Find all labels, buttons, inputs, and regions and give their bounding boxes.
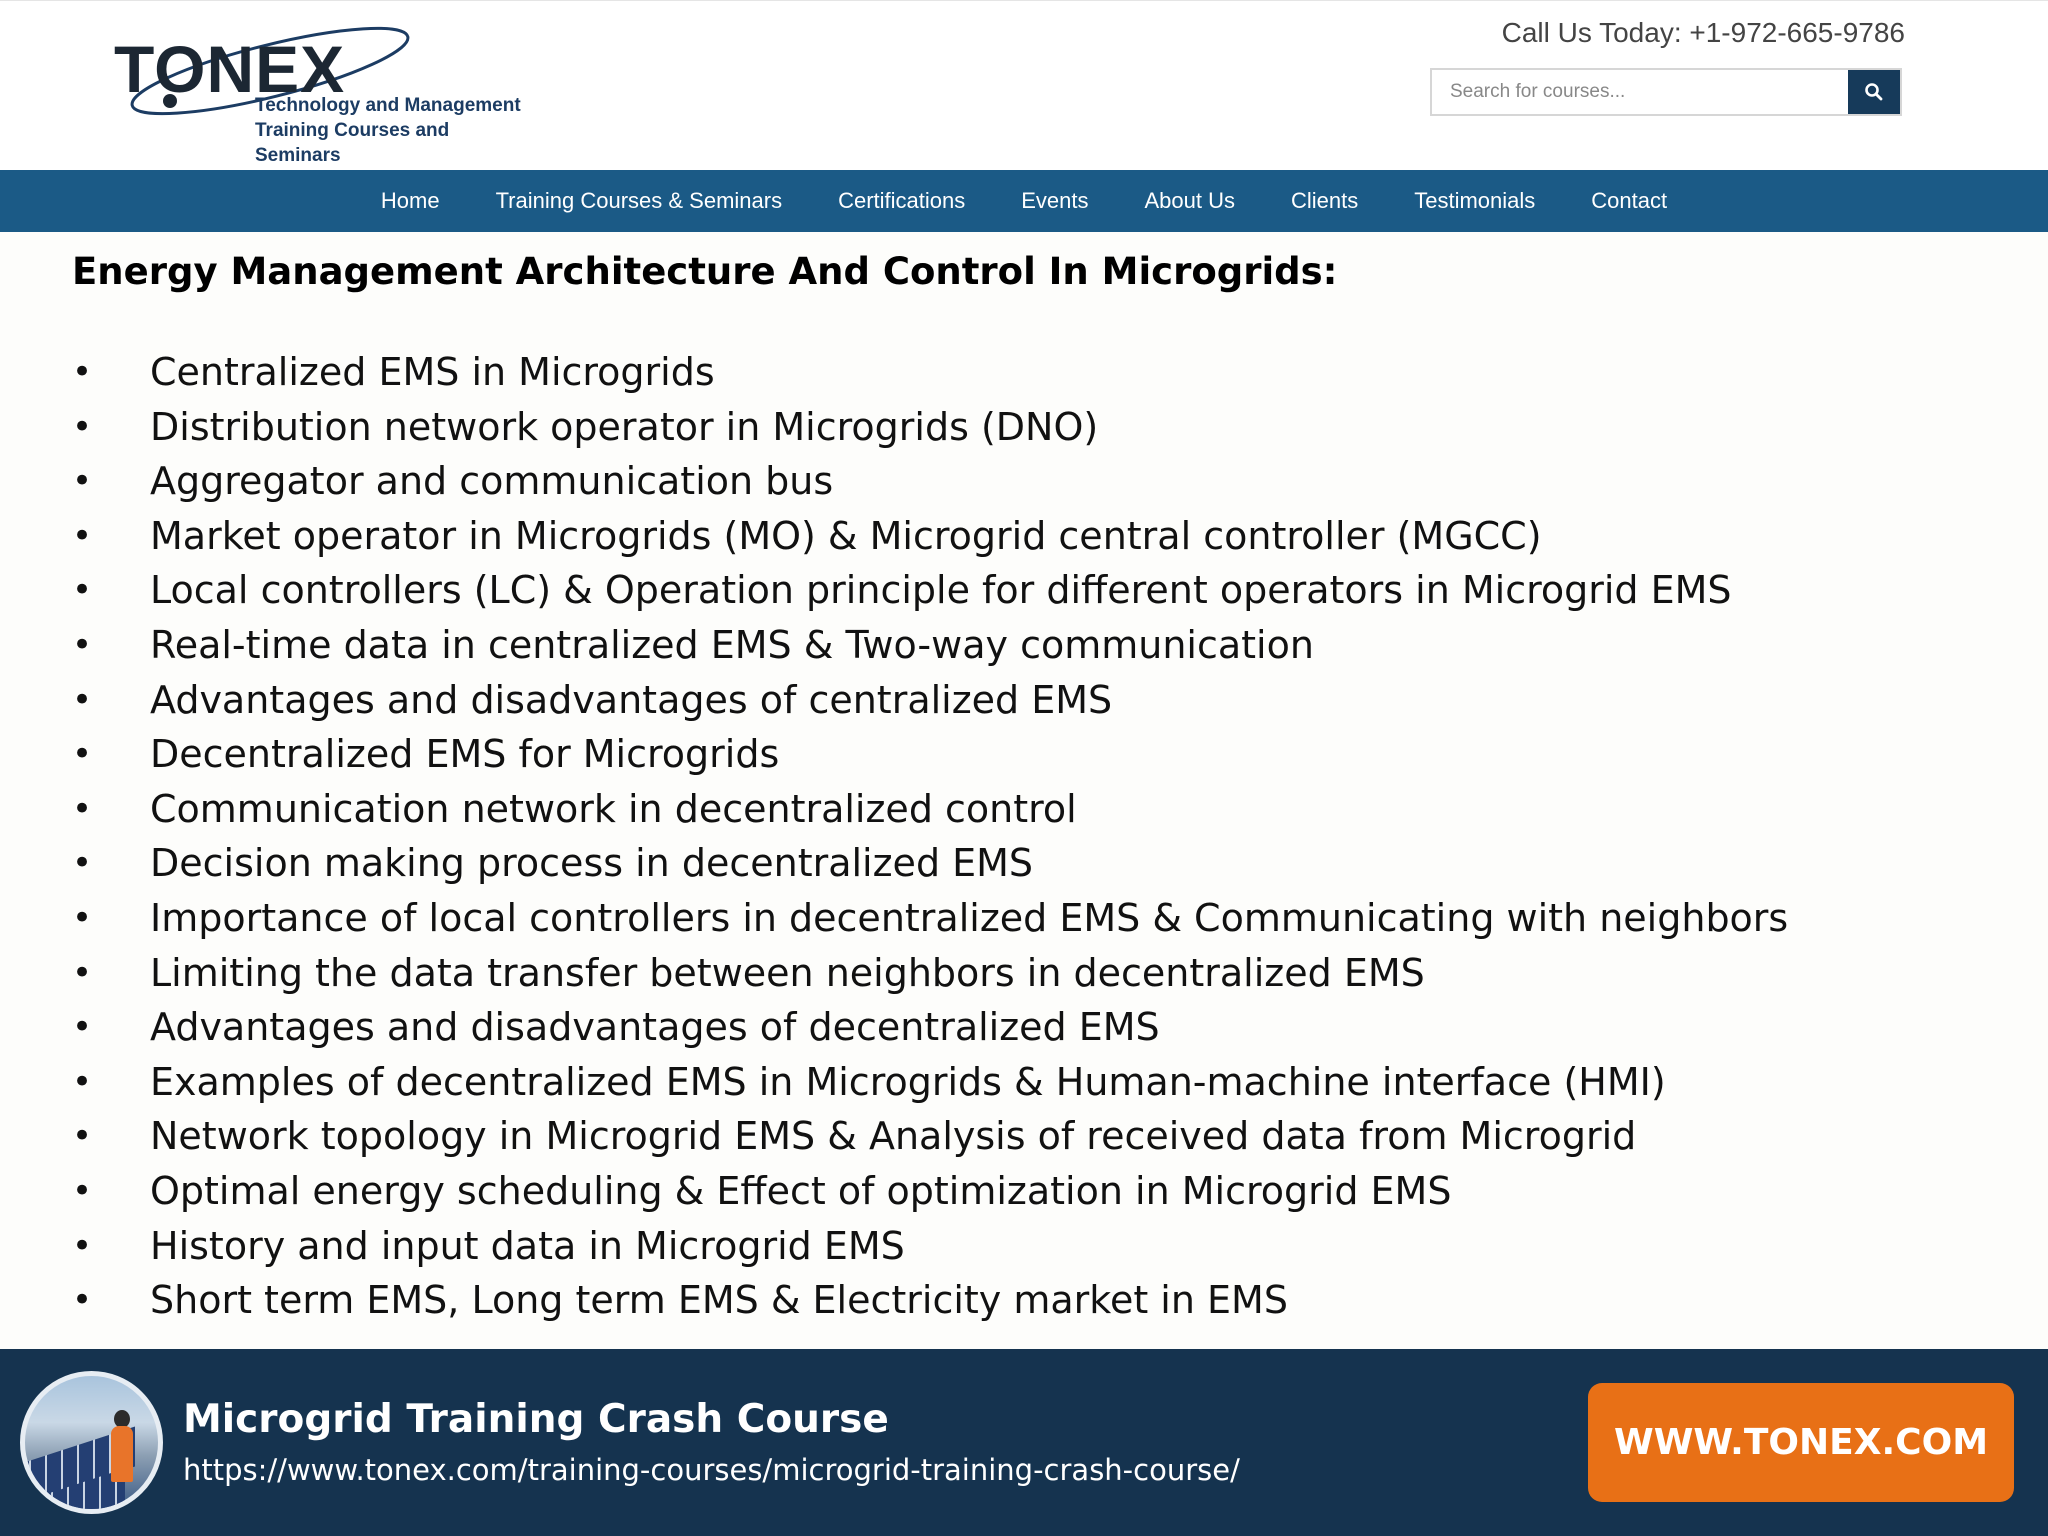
list-item [72,836,1972,891]
bullet-icon: • [72,952,93,993]
logo-tagline-line-1: Technology and Management [255,95,521,116]
list-item-text: Real-time data in centralized EMS & Two-way communication [150,622,1314,667]
search-button[interactable] [1848,70,1900,114]
course-footer-banner [0,1349,2048,1536]
list-item-text: Optimal energy scheduling & Effect of optimization in Microgrid EMS [150,1168,1452,1213]
logo-tagline-line-2: Training Courses and Seminars [255,120,450,166]
list-item [72,1000,1972,1055]
bullet-icon: • [72,352,93,392]
list-item-text: Limiting the data transfer between neighbors in decentralized EMS [150,950,1425,995]
list-item [72,1055,1972,1110]
list-item [72,400,1972,455]
search-box [1430,68,1902,116]
bullet-icon: • [72,843,93,884]
list-item-text: Importance of local controllers in decentralized EMS & Communicating with neighbors [150,895,1789,940]
list-item-text: Distribution network operator in Microgrids (DNO) [150,404,1099,449]
bullet-icon: • [72,1170,93,1211]
nav-item-clients[interactable]: Clients [1291,188,1359,213]
list-item-text: Aggregator and communication bus [150,459,834,504]
list-item [72,891,1972,946]
list-item [72,509,1972,564]
list-item [72,345,1972,400]
logo-tagline [255,93,530,168]
bullet-icon: • [72,515,93,556]
list-item-text: Market operator in Microgrids (MO) & Microgrid central controller (MGCC) [150,513,1542,558]
nav-item-contact[interactable]: Contact [1591,188,1668,213]
list-item-text: Communication network in decentralized control [150,786,1077,831]
site-header [0,0,2048,170]
nav-item-about-us[interactable]: About Us [1144,188,1235,213]
website-button[interactable]: WWW.TONEX.COM [1588,1383,2014,1502]
list-item [72,782,1972,837]
list-item [72,454,1972,509]
bullet-icon: • [72,897,93,938]
main-content [72,250,1972,1328]
list-item [72,1219,1972,1274]
list-item [72,563,1972,618]
nav-item-testimonials[interactable]: Testimonials [1414,188,1536,213]
bullet-icon: • [72,1007,93,1048]
course-thumbnail [20,1371,163,1514]
course-url-link[interactable]: https://www.tonex.com/training-courses/microgrid-training-crash-course/ [183,1453,1240,1487]
bullet-icon: • [72,1116,93,1157]
logo-wordmark: TONEX [114,32,346,106]
bullet-icon: • [72,461,93,502]
bullet-icon: • [72,679,93,720]
list-item-text: Decentralized EMS for Microgrids [150,732,780,777]
nav-item-certifications[interactable]: Certifications [838,188,966,213]
list-item-text: Examples of decentralized EMS in Microgrids & Human-machine interface (HMI) [150,1059,1666,1104]
topic-list [72,345,1972,1328]
page-title: Energy Management Architecture And Control In Microgrids: [72,250,1338,293]
bullet-icon: • [72,734,93,775]
bullet-icon: • [72,570,93,611]
bullet-icon: • [72,1225,93,1266]
list-item [72,727,1972,782]
list-item-text: Centralized EMS in Microgrids [150,350,715,394]
call-us-phone[interactable]: Call Us Today: +1-972-665-9786 [1501,17,1905,48]
course-title: Microgrid Training Crash Course [183,1397,889,1442]
list-item [72,673,1972,728]
search-input[interactable] [1432,70,1852,114]
list-item-text: Decision making process in decentralized EMS [150,841,1034,886]
main-nav [0,170,2048,232]
bullet-icon: • [72,788,93,829]
list-item-text: Network topology in Microgrid EMS & Analysis of received data from Microgrid [150,1114,1637,1159]
nav-item-events[interactable]: Events [1021,188,1089,213]
bullet-icon: • [72,624,93,665]
list-item-text: Local controllers (LC) & Operation principle for different operators in Microgrid EMS [150,568,1732,613]
bullet-icon: • [72,1061,93,1102]
list-item-text: Short term EMS, Long term EMS & Electricity market in EMS [150,1278,1288,1323]
list-item-text: Advantages and disadvantages of centralized EMS [150,677,1113,722]
search-icon [1864,82,1884,102]
list-item [72,618,1972,673]
list-item [72,1164,1972,1219]
list-item [72,1273,1972,1328]
list-item-text: History and input data in Microgrid EMS [150,1223,905,1268]
worker-graphic [111,1426,133,1482]
list-item-text: Advantages and disadvantages of decentralized EMS [150,1005,1160,1050]
nav-item-home[interactable]: Home [380,188,440,213]
list-item [72,1109,1972,1164]
tonex-logo[interactable] [110,9,530,166]
nav-item-training-courses[interactable]: Training Courses & Seminars [495,188,783,213]
bullet-icon: • [72,1280,93,1321]
bullet-icon: • [72,406,93,447]
list-item [72,946,1972,1001]
